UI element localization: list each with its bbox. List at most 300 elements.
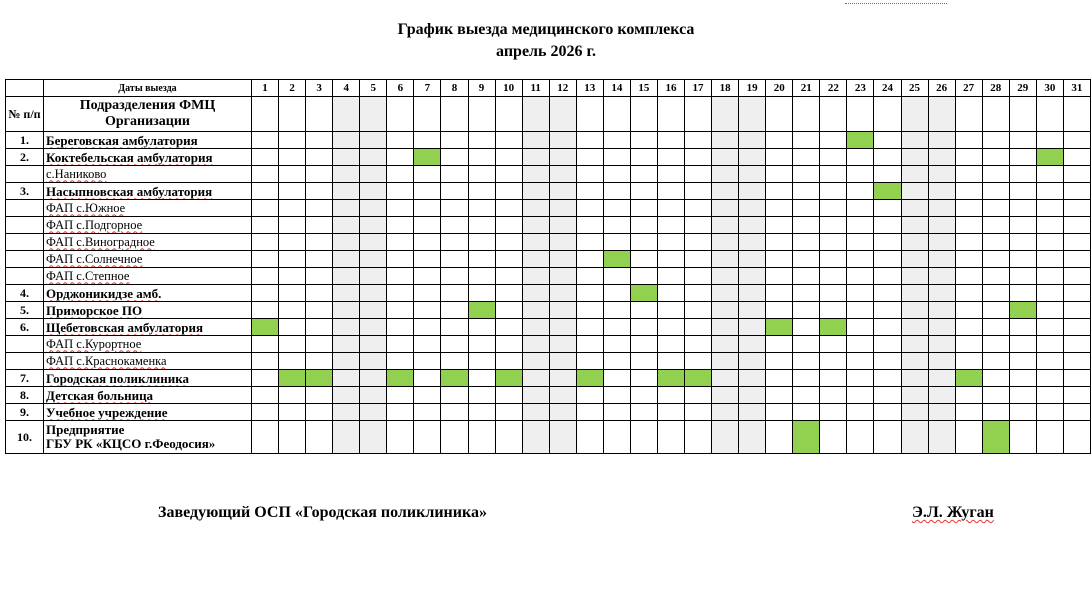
day-cell [982, 353, 1009, 370]
day-cell [982, 234, 1009, 251]
day-cell [820, 183, 847, 200]
day-cell [387, 183, 414, 200]
day-cell [414, 166, 441, 183]
day-header: 6 [387, 80, 414, 97]
day-cell [603, 166, 630, 183]
row-name [44, 421, 252, 454]
weekend-cell [360, 268, 387, 285]
day-cell [279, 183, 306, 200]
weekend-cell [333, 217, 360, 234]
day-cell [739, 97, 766, 132]
day-cell [874, 251, 901, 268]
weekend-cell [522, 319, 549, 336]
day-cell [252, 421, 279, 454]
weekend-cell [360, 285, 387, 302]
day-cell [468, 97, 495, 132]
day-cell [468, 183, 495, 200]
day-cell [1063, 421, 1090, 454]
day-cell [685, 319, 712, 336]
weekend-cell [549, 166, 576, 183]
weekend-cell [333, 319, 360, 336]
weekend-cell [712, 404, 739, 421]
weekend-cell [712, 234, 739, 251]
day-cell [820, 200, 847, 217]
weekend-cell [522, 149, 549, 166]
day-cell [766, 285, 793, 302]
day-cell [820, 217, 847, 234]
weekend-cell [333, 200, 360, 217]
weekend-cell [928, 149, 955, 166]
weekend-cell [901, 404, 928, 421]
day-cell [441, 285, 468, 302]
weekend-cell [901, 149, 928, 166]
day-cell [576, 217, 603, 234]
weekend-cell [712, 251, 739, 268]
day-cell [874, 404, 901, 421]
day-cell [468, 217, 495, 234]
day-cell [820, 404, 847, 421]
day-cell [847, 302, 874, 319]
weekend-cell [360, 166, 387, 183]
day-cell [387, 285, 414, 302]
day-cell [1009, 132, 1036, 149]
day-cell [793, 149, 820, 166]
day-cell [630, 217, 657, 234]
day-cell [685, 421, 712, 454]
day-cell [874, 97, 901, 132]
day-cell [414, 370, 441, 387]
weekend-cell [522, 234, 549, 251]
day-cell [982, 404, 1009, 421]
day-cell [820, 370, 847, 387]
day-cell [468, 353, 495, 370]
row-name-text: Учебное учреждение [46, 404, 168, 420]
day-cell [252, 302, 279, 319]
day-cell [414, 421, 441, 454]
day-cell [279, 200, 306, 217]
weekend-cell [333, 166, 360, 183]
table-row [6, 183, 1091, 200]
day-cell [333, 97, 360, 132]
day-cell [657, 200, 684, 217]
weekend-cell [901, 200, 928, 217]
weekend-cell [549, 285, 576, 302]
day-cell [685, 353, 712, 370]
weekend-cell [333, 149, 360, 166]
weekend-cell [360, 302, 387, 319]
day-cell [1063, 404, 1090, 421]
day-cell [1009, 166, 1036, 183]
row-number: 7. [6, 370, 44, 387]
day-cell [982, 149, 1009, 166]
scheduled-visit-cell [468, 302, 495, 319]
weekend-cell [333, 234, 360, 251]
day-cell [657, 251, 684, 268]
day-cell [306, 132, 333, 149]
day-header: 24 [874, 80, 901, 97]
day-cell [576, 166, 603, 183]
weekend-cell [739, 353, 766, 370]
day-cell [793, 217, 820, 234]
day-cell [1063, 166, 1090, 183]
weekend-cell [522, 336, 549, 353]
day-cell [414, 132, 441, 149]
day-cell [982, 336, 1009, 353]
day-cell [630, 404, 657, 421]
weekend-cell [333, 302, 360, 319]
day-cell [847, 421, 874, 454]
day-cell [279, 251, 306, 268]
weekend-cell [739, 336, 766, 353]
row-name-text: ФАП с.Южное [46, 200, 126, 215]
day-cell [793, 251, 820, 268]
day-cell [1036, 132, 1063, 149]
table-row [6, 234, 1091, 251]
day-header: 20 [766, 80, 793, 97]
day-cell [1009, 370, 1036, 387]
weekend-cell [712, 336, 739, 353]
day-cell [657, 132, 684, 149]
day-cell [576, 268, 603, 285]
day-header: 25 [901, 80, 928, 97]
day-cell [685, 336, 712, 353]
row-name-text: Береговская амбулатория [46, 132, 198, 148]
day-cell [576, 97, 603, 132]
day-cell [820, 251, 847, 268]
weekend-cell [928, 387, 955, 404]
day-cell [414, 268, 441, 285]
row-name [44, 370, 252, 387]
day-cell [901, 97, 928, 132]
weekend-cell [901, 370, 928, 387]
day-cell [766, 97, 793, 132]
day-cell [279, 387, 306, 404]
table-row [6, 166, 1091, 183]
weekend-cell [333, 370, 360, 387]
day-cell [685, 285, 712, 302]
header-title-row [6, 97, 1091, 132]
table-row [6, 200, 1091, 217]
day-cell [766, 166, 793, 183]
scheduled-visit-cell [657, 370, 684, 387]
day-cell [1036, 370, 1063, 387]
day-cell [1063, 132, 1090, 149]
day-cell [414, 404, 441, 421]
weekend-cell [901, 421, 928, 454]
row-name-line1: Предприятие [46, 422, 125, 437]
day-cell [468, 166, 495, 183]
day-cell [874, 200, 901, 217]
day-cell [603, 149, 630, 166]
day-cell [630, 183, 657, 200]
weekend-cell [549, 132, 576, 149]
day-cell [441, 319, 468, 336]
day-cell [468, 234, 495, 251]
weekend-cell [739, 302, 766, 319]
scheduled-visit-cell [603, 251, 630, 268]
day-cell [874, 319, 901, 336]
day-cell [576, 353, 603, 370]
weekend-cell [739, 251, 766, 268]
day-cell [252, 370, 279, 387]
day-cell [387, 353, 414, 370]
weekend-cell [549, 302, 576, 319]
day-cell [306, 353, 333, 370]
day-cell [603, 353, 630, 370]
day-cell [1009, 217, 1036, 234]
day-cell [847, 404, 874, 421]
day-cell [766, 183, 793, 200]
day-cell [495, 234, 522, 251]
day-cell [874, 387, 901, 404]
day-cell [387, 132, 414, 149]
day-cell [1063, 370, 1090, 387]
day-cell [306, 421, 333, 454]
day-cell [630, 336, 657, 353]
weekend-cell [522, 370, 549, 387]
day-header: 7 [414, 80, 441, 97]
scheduled-visit-cell [685, 370, 712, 387]
day-cell [766, 234, 793, 251]
day-cell [495, 251, 522, 268]
weekend-cell [739, 217, 766, 234]
day-header: 8 [441, 80, 468, 97]
weekend-cell [928, 353, 955, 370]
weekend-cell [522, 166, 549, 183]
weekend-cell [712, 353, 739, 370]
weekend-cell [360, 183, 387, 200]
day-cell [306, 217, 333, 234]
day-cell [441, 251, 468, 268]
day-cell [874, 370, 901, 387]
weekend-cell [901, 285, 928, 302]
day-cell [766, 268, 793, 285]
weekend-cell [712, 268, 739, 285]
day-cell [1009, 319, 1036, 336]
day-cell [793, 319, 820, 336]
day-cell [1036, 200, 1063, 217]
table-row [6, 132, 1091, 149]
day-cell [793, 166, 820, 183]
row-name-text: с.Наниково [46, 166, 107, 181]
day-cell [306, 251, 333, 268]
day-cell [793, 302, 820, 319]
day-cell [1063, 319, 1090, 336]
day-cell [252, 251, 279, 268]
weekend-cell [712, 149, 739, 166]
weekend-cell [522, 353, 549, 370]
day-cell [766, 387, 793, 404]
row-name-text: ФАП с.Курортное [46, 336, 142, 351]
day-header: 4 [333, 80, 360, 97]
weekend-cell [739, 234, 766, 251]
day-cell [414, 302, 441, 319]
weekend-cell [360, 234, 387, 251]
day-cell [603, 217, 630, 234]
day-cell [874, 336, 901, 353]
day-cell [847, 234, 874, 251]
day-cell [306, 302, 333, 319]
day-cell [468, 319, 495, 336]
day-cell [657, 268, 684, 285]
day-cell [441, 132, 468, 149]
day-cell [603, 336, 630, 353]
day-cell [495, 336, 522, 353]
day-cell [576, 404, 603, 421]
day-cell [279, 97, 306, 132]
day-cell [495, 149, 522, 166]
scheduled-visit-cell [441, 370, 468, 387]
day-cell [1036, 234, 1063, 251]
day-header: 2 [279, 80, 306, 97]
day-cell [252, 404, 279, 421]
scheduled-visit-cell [1009, 302, 1036, 319]
day-cell [1009, 268, 1036, 285]
day-cell [955, 217, 982, 234]
weekend-cell [928, 370, 955, 387]
weekend-cell [712, 183, 739, 200]
day-cell [657, 234, 684, 251]
row-name [44, 353, 252, 370]
table-row [6, 336, 1091, 353]
day-cell [847, 183, 874, 200]
weekend-cell [549, 353, 576, 370]
scheduled-visit-cell [630, 285, 657, 302]
day-cell [441, 421, 468, 454]
day-cell [1036, 302, 1063, 319]
day-cell [252, 387, 279, 404]
row-number [6, 234, 44, 251]
day-header: 27 [955, 80, 982, 97]
day-cell [1063, 234, 1090, 251]
day-cell [847, 353, 874, 370]
day-cell [630, 149, 657, 166]
row-name [44, 183, 252, 200]
day-cell [1063, 200, 1090, 217]
day-cell [685, 183, 712, 200]
day-cell [820, 302, 847, 319]
day-cell [306, 149, 333, 166]
weekend-cell [549, 319, 576, 336]
day-cell [955, 353, 982, 370]
day-cell [982, 319, 1009, 336]
day-cell [685, 200, 712, 217]
day-cell [820, 234, 847, 251]
day-cell [1036, 166, 1063, 183]
day-cell [820, 336, 847, 353]
day-cell [441, 217, 468, 234]
weekend-cell [901, 251, 928, 268]
day-cell [874, 285, 901, 302]
row-name-text: ФАП с.Подгорное [46, 217, 143, 232]
weekend-cell [549, 183, 576, 200]
weekend-cell [360, 319, 387, 336]
day-cell [252, 200, 279, 217]
day-header: 1 [252, 80, 279, 97]
day-cell [603, 285, 630, 302]
day-cell [630, 319, 657, 336]
day-cell [252, 132, 279, 149]
day-cell [468, 149, 495, 166]
day-cell [495, 268, 522, 285]
day-header: 28 [982, 80, 1009, 97]
day-cell [306, 200, 333, 217]
row-number: 5. [6, 302, 44, 319]
day-cell [387, 217, 414, 234]
row-name-text: Городская поликлиника [46, 370, 190, 386]
scheduled-visit-cell [576, 370, 603, 387]
weekend-cell [739, 319, 766, 336]
row-name-text: Насыпновская амбулатория [46, 183, 213, 199]
day-cell [414, 285, 441, 302]
weekend-cell [333, 336, 360, 353]
weekend-cell [739, 370, 766, 387]
weekend-cell [522, 183, 549, 200]
row-name-text: Орджоникидзе амб. [46, 285, 162, 301]
row-name-text: Коктебельская амбулатория [46, 149, 213, 165]
day-cell [468, 370, 495, 387]
day-cell [685, 302, 712, 319]
row-number [6, 217, 44, 234]
table-row [6, 319, 1091, 336]
day-cell [306, 166, 333, 183]
weekend-cell [549, 251, 576, 268]
day-cell [1063, 97, 1090, 132]
day-cell [630, 302, 657, 319]
row-number [6, 268, 44, 285]
day-cell [306, 234, 333, 251]
weekend-cell [360, 370, 387, 387]
row-name [44, 404, 252, 421]
day-cell [576, 149, 603, 166]
day-cell [441, 97, 468, 132]
day-cell [1009, 251, 1036, 268]
org-header-line2: Организации [105, 114, 190, 129]
day-cell [387, 251, 414, 268]
day-cell [766, 404, 793, 421]
day-cell [955, 251, 982, 268]
day-cell [982, 97, 1009, 132]
day-cell [306, 319, 333, 336]
day-cell [603, 387, 630, 404]
page-title: График выезда медицинского комплекса [397, 21, 695, 38]
weekend-cell [712, 200, 739, 217]
weekend-cell [901, 268, 928, 285]
day-cell [982, 251, 1009, 268]
header-dates-row [6, 80, 1091, 97]
table-row [6, 387, 1091, 404]
weekend-cell [549, 370, 576, 387]
day-cell [982, 217, 1009, 234]
day-cell [468, 336, 495, 353]
day-cell [982, 302, 1009, 319]
weekend-cell [928, 285, 955, 302]
day-cell [630, 200, 657, 217]
weekend-cell [928, 421, 955, 454]
day-cell [495, 387, 522, 404]
day-cell [495, 353, 522, 370]
weekend-cell [928, 319, 955, 336]
weekend-cell [901, 217, 928, 234]
day-cell [441, 183, 468, 200]
day-cell [306, 183, 333, 200]
day-cell [279, 234, 306, 251]
day-header: 13 [576, 80, 603, 97]
day-cell [657, 97, 684, 132]
day-cell [279, 268, 306, 285]
weekend-cell [712, 387, 739, 404]
day-cell [793, 387, 820, 404]
